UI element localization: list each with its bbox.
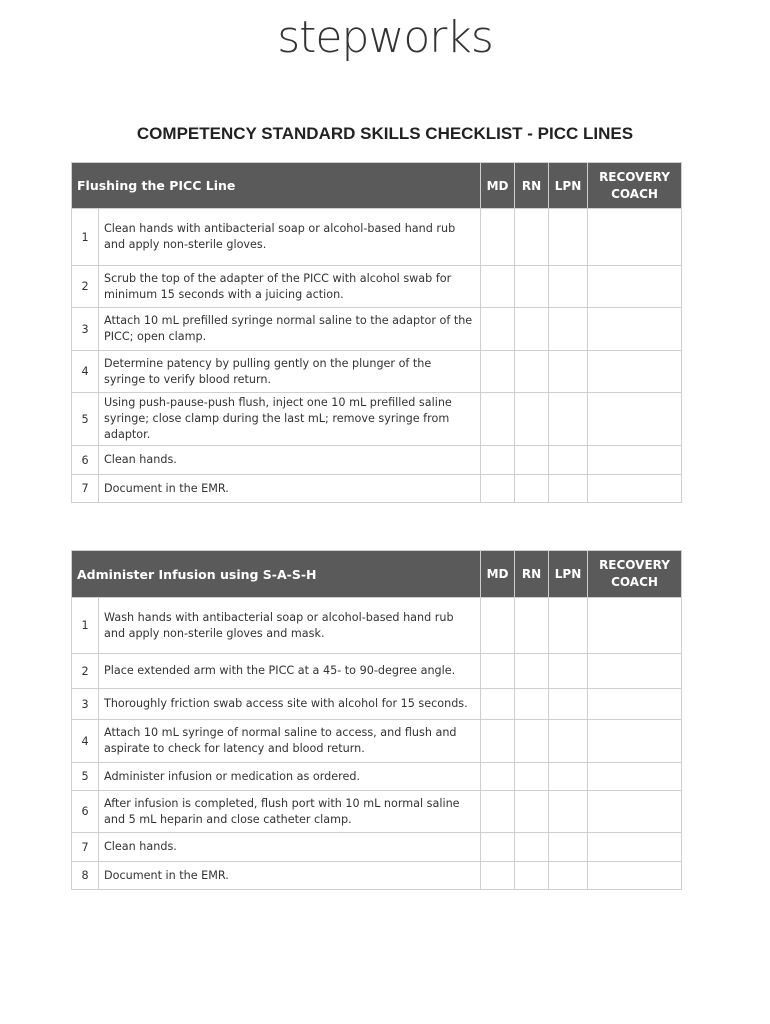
coach-checkbox-cell[interactable] (588, 209, 682, 266)
coach-line2: COACH (611, 575, 658, 589)
column-md: MD (481, 551, 515, 598)
md-checkbox-cell[interactable] (481, 308, 515, 351)
rn-checkbox-cell[interactable] (515, 446, 549, 475)
step-text: Clean hands. (99, 833, 481, 862)
step-text: Attach 10 mL prefilled syringe normal saline to the adaptor of the PICC; open clamp. (99, 308, 481, 351)
coach-checkbox-cell[interactable] (588, 475, 682, 503)
md-checkbox-cell[interactable] (481, 351, 515, 393)
table-row (72, 446, 682, 475)
page-title: COMPETENCY STANDARD SKILLS CHECKLIST - PICC LINES (136, 124, 634, 143)
coach-checkbox-cell[interactable] (588, 654, 682, 689)
table-row (72, 862, 682, 890)
step-number: 1 (72, 209, 99, 266)
step-number: 8 (72, 862, 99, 890)
step-number: 6 (72, 791, 99, 833)
coach-checkbox-cell[interactable] (588, 791, 682, 833)
lpn-checkbox-cell[interactable] (549, 720, 588, 763)
table-row (72, 833, 682, 862)
table-row (72, 266, 682, 308)
step-text: Using push-pause-push flush, inject one 10 mL prefilled saline syringe; close clamp during the last mL; remove syringe from adaptor. (99, 393, 481, 446)
coach-checkbox-cell[interactable] (588, 598, 682, 654)
table-row (72, 689, 682, 720)
table-row (72, 393, 682, 446)
column-lpn: LPN (549, 163, 588, 209)
lpn-checkbox-cell[interactable] (549, 763, 588, 791)
step-number: 7 (72, 475, 99, 503)
column-lpn: LPN (549, 551, 588, 598)
rn-checkbox-cell[interactable] (515, 833, 549, 862)
md-checkbox-cell[interactable] (481, 654, 515, 689)
step-text: Clean hands. (99, 446, 481, 475)
md-checkbox-cell[interactable] (481, 393, 515, 446)
step-number: 7 (72, 833, 99, 862)
step-number: 3 (72, 308, 99, 351)
step-number: 2 (72, 266, 99, 308)
lpn-checkbox-cell[interactable] (549, 446, 588, 475)
md-checkbox-cell[interactable] (481, 689, 515, 720)
column-recovery-coach (588, 163, 682, 209)
table-header-row (72, 551, 682, 598)
table-row (72, 475, 682, 503)
rn-checkbox-cell[interactable] (515, 209, 549, 266)
step-text: Thoroughly friction swab access site with alcohol for 15 seconds. (99, 689, 481, 720)
rn-checkbox-cell[interactable] (515, 351, 549, 393)
step-text: Document in the EMR. (99, 475, 481, 503)
md-checkbox-cell[interactable] (481, 833, 515, 862)
table-row (72, 720, 682, 763)
lpn-checkbox-cell[interactable] (549, 266, 588, 308)
rn-checkbox-cell[interactable] (515, 654, 549, 689)
section-heading: Flushing the PICC Line (72, 163, 481, 209)
md-checkbox-cell[interactable] (481, 720, 515, 763)
rn-checkbox-cell[interactable] (515, 475, 549, 503)
column-md: MD (481, 163, 515, 209)
rn-checkbox-cell[interactable] (515, 266, 549, 308)
step-text: Document in the EMR. (99, 862, 481, 890)
lpn-checkbox-cell[interactable] (549, 351, 588, 393)
column-rn: RN (515, 551, 549, 598)
step-text: After infusion is completed, flush port with 10 mL normal saline and 5 mL heparin and close catheter clamp. (99, 791, 481, 833)
coach-checkbox-cell[interactable] (588, 833, 682, 862)
rn-checkbox-cell[interactable] (515, 763, 549, 791)
step-number: 6 (72, 446, 99, 475)
table-row (72, 308, 682, 351)
checklist-table-infusion (71, 550, 682, 890)
coach-checkbox-cell[interactable] (588, 266, 682, 308)
md-checkbox-cell[interactable] (481, 209, 515, 266)
lpn-checkbox-cell[interactable] (549, 598, 588, 654)
coach-checkbox-cell[interactable] (588, 351, 682, 393)
lpn-checkbox-cell[interactable] (549, 209, 588, 266)
step-number: 4 (72, 351, 99, 393)
lpn-checkbox-cell[interactable] (549, 475, 588, 503)
step-text: Determine patency by pulling gently on the plunger of the syringe to verify blood return. (99, 351, 481, 393)
step-text: Administer infusion or medication as ordered. (99, 763, 481, 791)
step-number: 4 (72, 720, 99, 763)
rn-checkbox-cell[interactable] (515, 393, 549, 446)
lpn-checkbox-cell[interactable] (549, 689, 588, 720)
md-checkbox-cell[interactable] (481, 475, 515, 503)
rn-checkbox-cell[interactable] (515, 862, 549, 890)
step-text: Place extended arm with the PICC at a 45- to 90-degree angle. (99, 654, 481, 689)
md-checkbox-cell[interactable] (481, 446, 515, 475)
md-checkbox-cell[interactable] (481, 791, 515, 833)
lpn-checkbox-cell[interactable] (549, 791, 588, 833)
step-number: 5 (72, 763, 99, 791)
coach-checkbox-cell[interactable] (588, 689, 682, 720)
coach-line2: COACH (611, 186, 658, 201)
coach-checkbox-cell[interactable] (588, 763, 682, 791)
md-checkbox-cell[interactable] (481, 862, 515, 890)
table-row (72, 791, 682, 833)
step-number: 3 (72, 689, 99, 720)
table-row (72, 209, 682, 266)
rn-checkbox-cell[interactable] (515, 791, 549, 833)
checklist-table-flushing (71, 162, 682, 503)
column-recovery-coach (588, 551, 682, 598)
lpn-checkbox-cell[interactable] (549, 654, 588, 689)
coach-checkbox-cell[interactable] (588, 446, 682, 475)
step-number: 1 (72, 598, 99, 654)
step-number: 5 (72, 393, 99, 446)
rn-checkbox-cell[interactable] (515, 308, 549, 351)
coach-checkbox-cell[interactable] (588, 720, 682, 763)
table-row (72, 763, 682, 791)
coach-line1: RECOVERY (599, 169, 670, 184)
rn-checkbox-cell[interactable] (515, 598, 549, 654)
lpn-checkbox-cell[interactable] (549, 308, 588, 351)
rn-checkbox-cell[interactable] (515, 689, 549, 720)
coach-line1: RECOVERY (599, 558, 670, 572)
table-row (72, 654, 682, 689)
table-row (72, 598, 682, 654)
md-checkbox-cell[interactable] (481, 598, 515, 654)
coach-checkbox-cell[interactable] (588, 862, 682, 890)
step-text: Attach 10 mL syringe of normal saline to access, and flush and aspirate to check for latency and blood return. (99, 720, 481, 763)
section-heading: Administer Infusion using S-A-S-H (72, 551, 481, 598)
lpn-checkbox-cell[interactable] (549, 833, 588, 862)
rn-checkbox-cell[interactable] (515, 720, 549, 763)
lpn-checkbox-cell[interactable] (549, 393, 588, 446)
coach-checkbox-cell[interactable] (588, 308, 682, 351)
step-number: 2 (72, 654, 99, 689)
lpn-checkbox-cell[interactable] (549, 862, 588, 890)
table-row (72, 351, 682, 393)
stepworks-logo: stepworks (277, 12, 493, 63)
step-text: Clean hands with antibacterial soap or alcohol-based hand rub and apply non-sterile gloves. (99, 209, 481, 266)
step-text: Scrub the top of the adapter of the PICC with alcohol swab for minimum 15 seconds with a juicing action. (99, 266, 481, 308)
md-checkbox-cell[interactable] (481, 763, 515, 791)
step-text: Wash hands with antibacterial soap or alcohol-based hand rub and apply non-sterile gloves and mask. (99, 598, 481, 654)
table-header-row (72, 163, 682, 209)
column-rn: RN (515, 163, 549, 209)
md-checkbox-cell[interactable] (481, 266, 515, 308)
coach-checkbox-cell[interactable] (588, 393, 682, 446)
